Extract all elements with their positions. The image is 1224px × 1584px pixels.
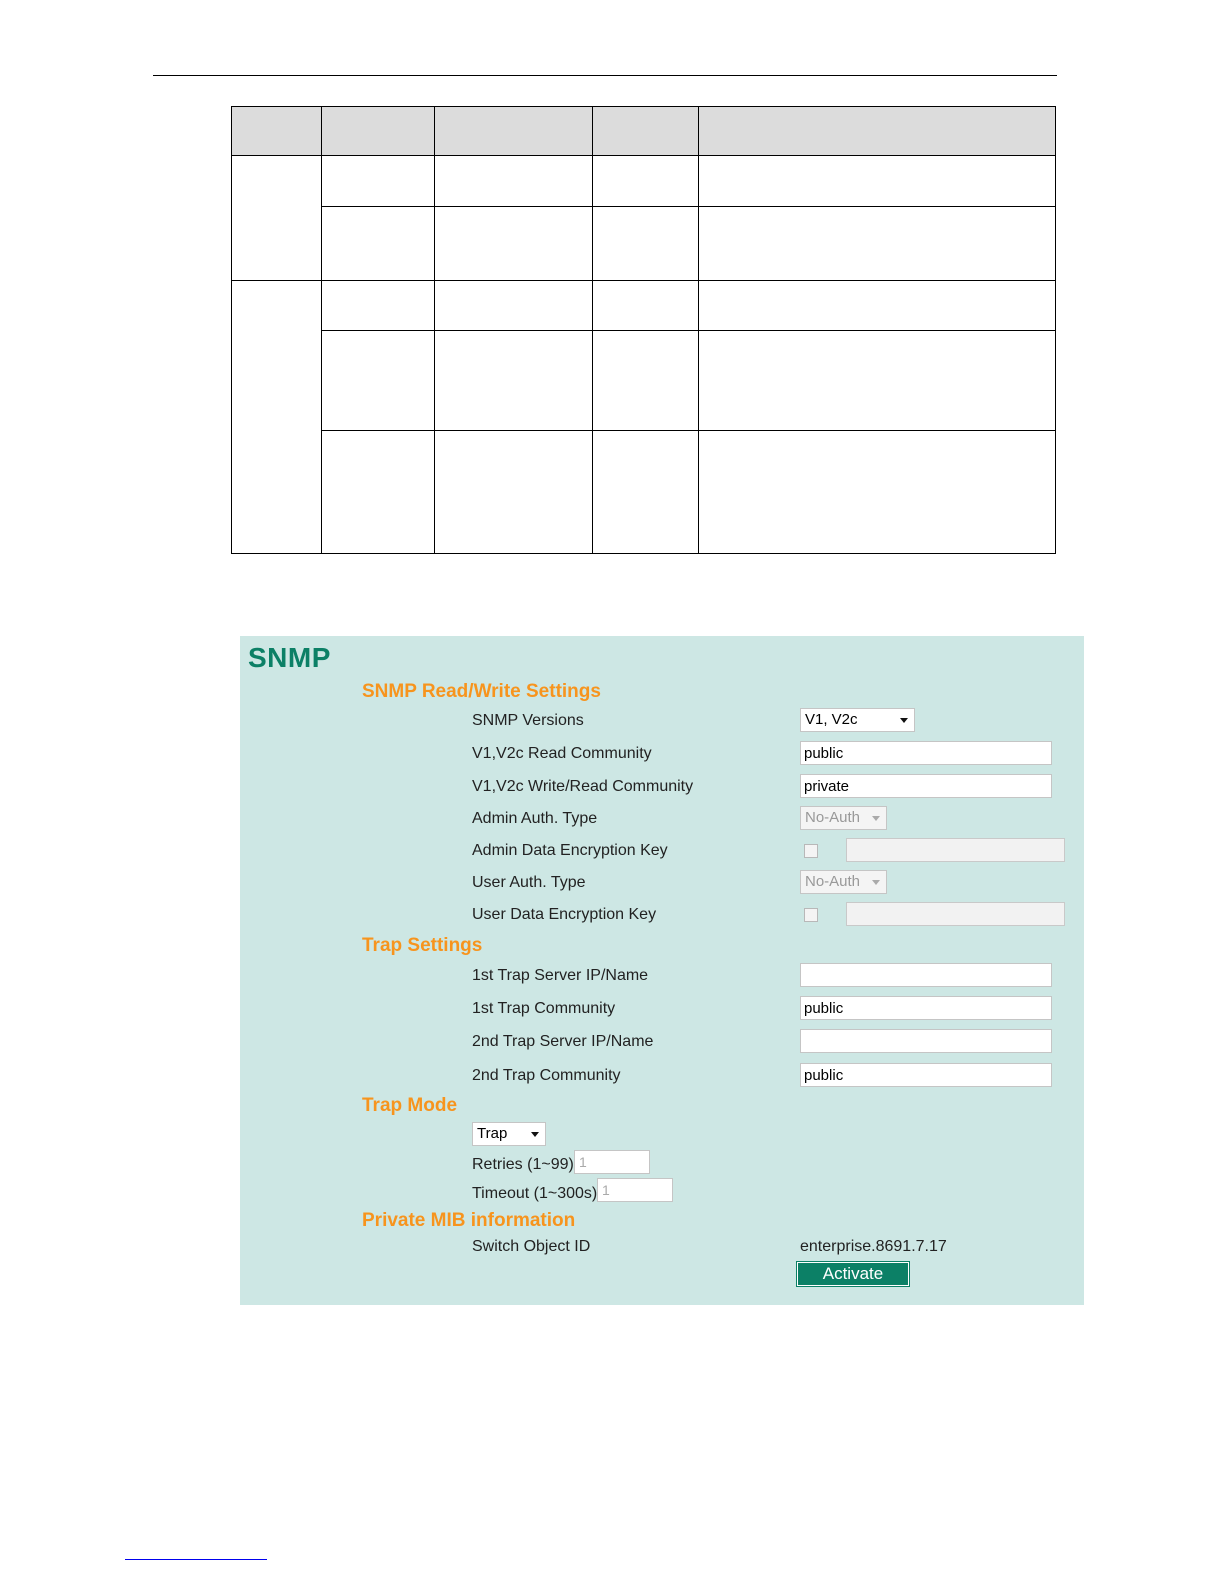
- trap-server2-input[interactable]: [800, 1029, 1052, 1053]
- user-auth-value: No-Auth: [805, 873, 861, 890]
- table-row: [232, 207, 1056, 281]
- admin-key-checkbox[interactable]: [804, 844, 818, 858]
- admin-key-input[interactable]: [846, 838, 1065, 862]
- parameter-table: [231, 106, 1056, 554]
- page-title: SNMP: [248, 642, 331, 673]
- user-auth-label: User Auth. Type: [472, 874, 586, 891]
- table-row: [232, 156, 1056, 207]
- header-rule: [153, 75, 1057, 76]
- object-id-value: enterprise.8691.7.17: [800, 1238, 947, 1255]
- table-row: [232, 281, 1056, 331]
- section-rw-heading: SNMP Read/Write Settings: [362, 681, 601, 702]
- read-community-input[interactable]: [800, 741, 1052, 765]
- retries-label: Retries (1~99): [472, 1156, 574, 1173]
- user-key-input[interactable]: [846, 902, 1065, 926]
- chevron-down-icon: [872, 880, 880, 885]
- user-key-checkbox[interactable]: [804, 908, 818, 922]
- section-trap-mode-heading: Trap Mode: [362, 1095, 458, 1116]
- read-community-label: V1,V2c Read Community: [472, 745, 652, 762]
- admin-key-label: Admin Data Encryption Key: [472, 842, 668, 859]
- snmp-versions-value: V1, V2c: [805, 711, 858, 728]
- trap-server2-label: 2nd Trap Server IP/Name: [472, 1033, 654, 1050]
- user-key-label: User Data Encryption Key: [472, 906, 657, 923]
- timeout-input[interactable]: [597, 1178, 673, 1202]
- timeout-label: Timeout (1~300s): [472, 1185, 598, 1202]
- table-row: [232, 430, 1056, 553]
- chevron-down-icon: [872, 816, 880, 821]
- trap-mode-select[interactable]: [472, 1122, 546, 1146]
- user-auth-select[interactable]: [800, 870, 887, 894]
- trap-community1-input[interactable]: [800, 996, 1052, 1020]
- write-community-input[interactable]: [800, 774, 1052, 798]
- table-row: [232, 331, 1056, 430]
- snmp-versions-label: SNMP Versions: [472, 712, 584, 729]
- activate-button[interactable]: Activate: [797, 1262, 909, 1286]
- trap-community2-input[interactable]: [800, 1063, 1052, 1087]
- trap-mode-value: Trap: [477, 1125, 508, 1142]
- chevron-down-icon: [531, 1132, 539, 1137]
- snmp-versions-select[interactable]: [800, 708, 915, 732]
- write-community-label: V1,V2c Write/Read Community: [472, 778, 694, 795]
- trap-server1-input[interactable]: [800, 963, 1052, 987]
- trap-community1-label: 1st Trap Community: [472, 1000, 616, 1017]
- trap-server1-label: 1st Trap Server IP/Name: [472, 967, 649, 984]
- admin-auth-value: No-Auth: [805, 809, 861, 826]
- table-header-row: [232, 107, 1056, 156]
- admin-auth-select[interactable]: [800, 806, 887, 830]
- section-trap-heading: Trap Settings: [362, 935, 483, 956]
- object-id-label: Switch Object ID: [472, 1238, 591, 1255]
- admin-auth-label: Admin Auth. Type: [472, 810, 598, 827]
- footer-link-underline: [125, 1559, 267, 1560]
- snmp-settings-panel: [240, 636, 1084, 1305]
- retries-input[interactable]: [574, 1150, 650, 1174]
- chevron-down-icon: [900, 718, 908, 723]
- section-mib-heading: Private MIB information: [362, 1210, 576, 1231]
- trap-community2-label: 2nd Trap Community: [472, 1067, 621, 1084]
